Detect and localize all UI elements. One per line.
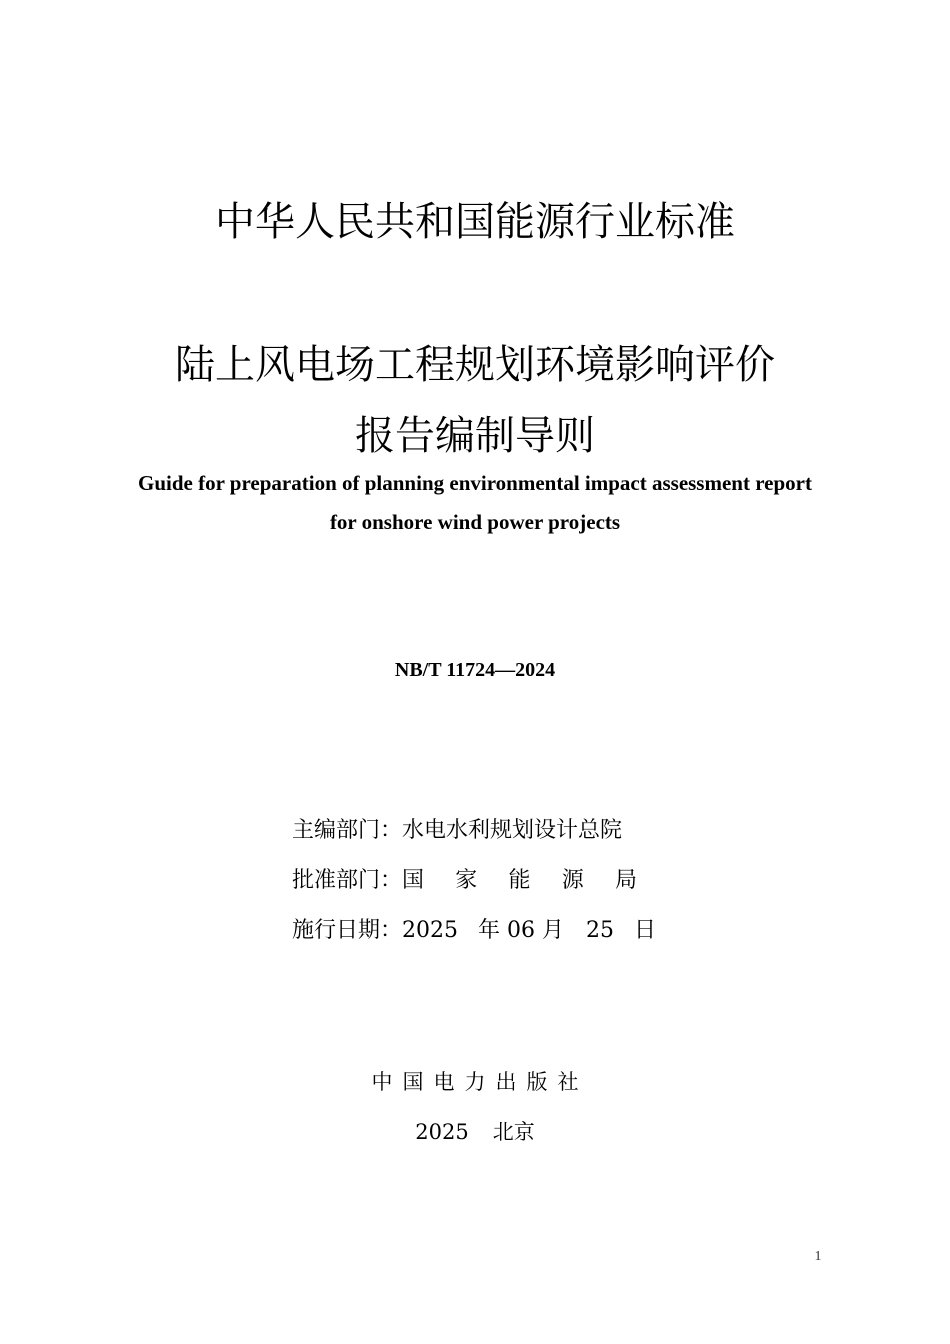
- editor-row: [292, 816, 712, 866]
- approver-char: 家: [455, 868, 478, 893]
- approver-char: 源: [561, 868, 584, 893]
- title-cn-line-1: 陆上风电场工程规划环境影响评价: [175, 342, 775, 388]
- standard-category: 中华人民共和国能源行业标准: [215, 199, 735, 245]
- title-cn-line-2: 报告编制导则: [355, 413, 595, 459]
- title-en-line-1: Guide for preparation of planning environmental impact assessment report: [138, 471, 812, 495]
- approver-value: [402, 866, 637, 896]
- approver-char: 局: [614, 868, 637, 893]
- year-unit: 年: [478, 918, 501, 943]
- effective-month: 06: [507, 918, 536, 943]
- day-unit: 日: [634, 918, 657, 943]
- month-unit: 月: [542, 918, 565, 943]
- effective-year: 2025: [402, 918, 459, 943]
- approver-label: 批准部门：: [292, 868, 403, 893]
- publisher-name: 中国电力出版社: [371, 1070, 589, 1094]
- editor-value: 水电水利规划设计总院: [402, 818, 623, 843]
- approver-row: [292, 866, 712, 916]
- publication-line: [0, 1116, 950, 1146]
- effective-day: 25: [586, 918, 615, 943]
- publication-year: 2025: [415, 1120, 469, 1144]
- title-en-line-2: for onshore wind power projects: [329, 510, 621, 534]
- approver-char: 国: [402, 868, 425, 893]
- standard-code: NB/T 11724—2024: [394, 659, 556, 681]
- publication-city: 北京: [492, 1120, 535, 1144]
- page-number: 1: [814, 1249, 822, 1264]
- effective-label: 施行日期：: [292, 918, 403, 943]
- approver-char: 能: [508, 868, 531, 893]
- editor-label: 主编部门：: [292, 818, 403, 843]
- issuing-info: [292, 816, 712, 966]
- effective-date-row: [292, 916, 712, 966]
